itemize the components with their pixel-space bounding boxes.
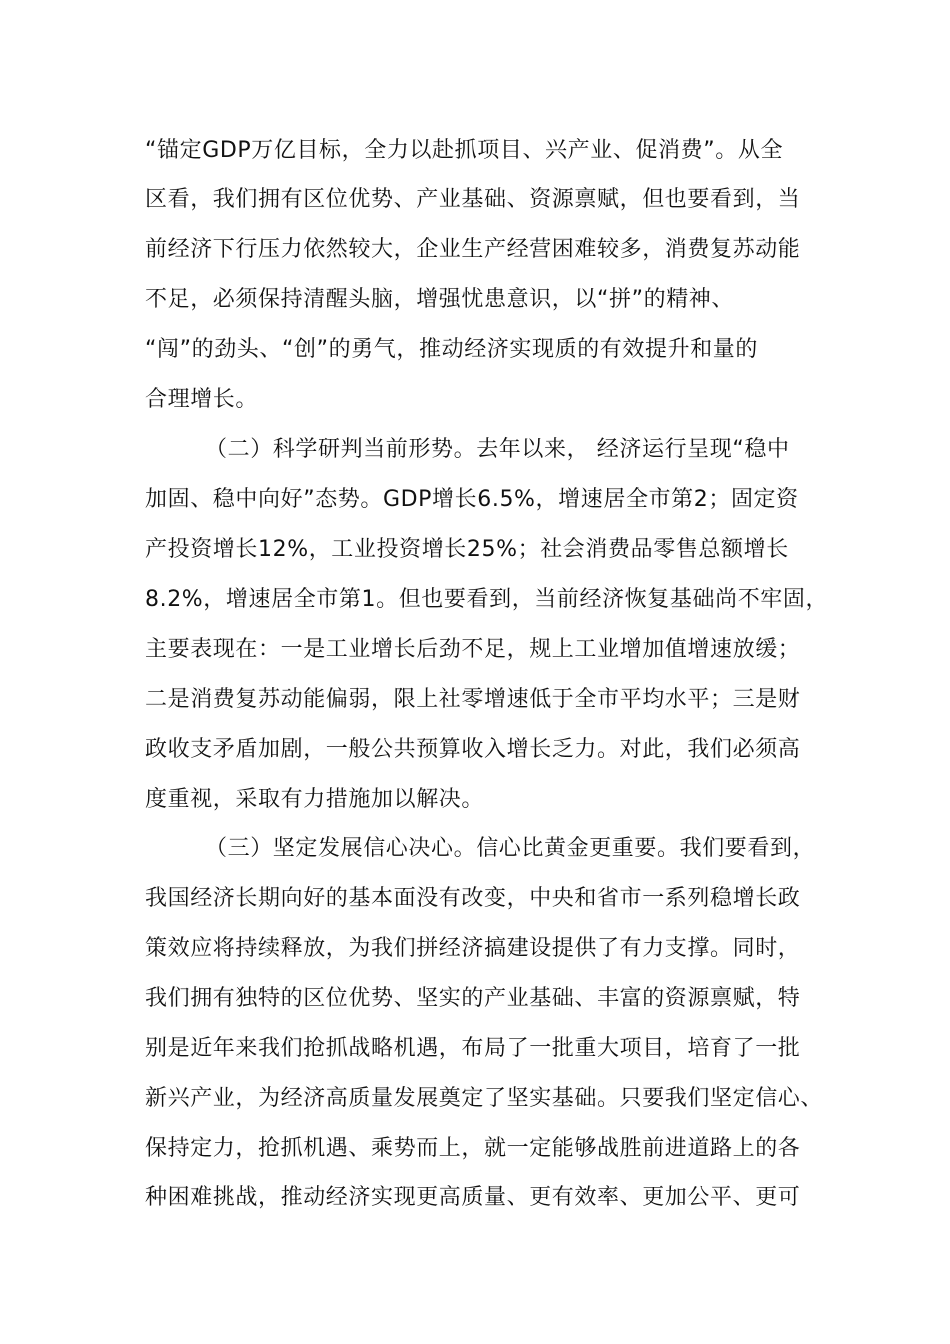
text-line: 产投资增长12%，工业投资增长25%；社会消费品零售总额增长 — [145, 537, 789, 562]
text-line: 别是近年来我们抢抓战略机遇，布局了一批重大项目，培育了一批 — [145, 1036, 801, 1061]
text-line: 保持定力，抢抓机遇、乘势而上，就一定能够战胜前进道路上的各 — [145, 1136, 801, 1161]
text-line: 策效应将持续释放，为我们拼经济搞建设提供了有力支撑。同时， — [145, 936, 801, 961]
text-line: 主要表现在：一是工业增长后劲不足，规上工业增加值增速放缓； — [145, 637, 801, 662]
text-line: 区看，我们拥有区位优势、产业基础、资源禀赋，但也要看到，当 — [145, 187, 801, 212]
text-line: 度重视，采取有力措施加以解决。 — [145, 787, 485, 812]
text-line: 政收支矛盾加剧，一般公共预算收入增长乏力。对此，我们必须高 — [145, 737, 801, 762]
text-line: （二）科学研判当前形势。去年以来， 经济运行呈现“稳中 — [205, 437, 790, 462]
text-line: 不足，必须保持清醒头脑，增强忧患意识，以“拼”的精神、 — [145, 287, 734, 312]
text-line: 我们拥有独特的区位优势、坚实的产业基础、丰富的资源禀赋，特 — [145, 986, 801, 1011]
text-line: 加固、稳中向好”态势。GDP增长6.5%，增速居全市第2；固定资 — [145, 487, 799, 512]
text-line: 8.2%，增速居全市第1。但也要看到，当前经济恢复基础尚不牢固， — [145, 587, 829, 612]
text-line: 种困难挑战，推动经济实现更高质量、更有效率、更加公平、更可 — [145, 1185, 801, 1210]
text-line: 前经济下行压力依然较大，企业生产经营困难较多，消费复苏动能 — [145, 237, 801, 262]
text-line: 我国经济长期向好的基本面没有改变，中央和省市一系列稳增长政 — [145, 886, 801, 911]
text-line: （三）坚定发展信心决心。信心比黄金更重要。我们要看到， — [205, 836, 816, 861]
text-line: “锚定GDP万亿目标，全力以赴抓项目、兴产业、促消费”。从全 — [145, 138, 784, 163]
text-line: 合理增长。 — [145, 387, 259, 412]
text-line: 新兴产业，为经济高质量发展奠定了坚实基础。只要我们坚定信心、 — [145, 1086, 824, 1111]
text-line: 二是消费复苏动能偏弱，限上社零增速低于全市平均水平；三是财 — [145, 687, 801, 712]
text-line: “闯”的劲头、“创”的勇气，推动经济实现质的有效提升和量的 — [145, 337, 758, 362]
